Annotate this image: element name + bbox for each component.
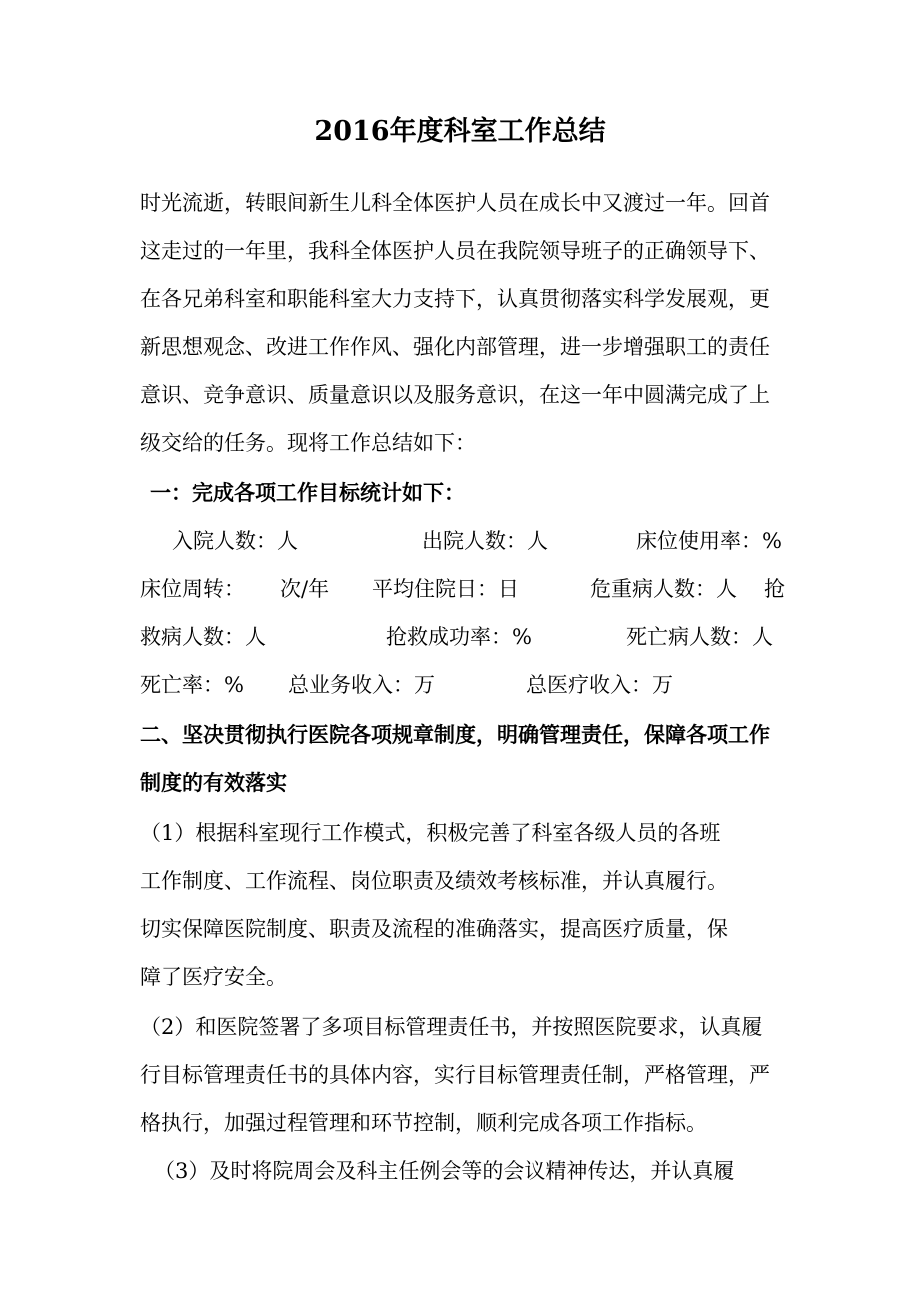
intro-line: 意识、竞争意识、质量意识以及服务意识，在这一年中圆满完成了上 bbox=[140, 383, 770, 407]
stat-avg-stay: 平均住院日：日 bbox=[372, 577, 519, 601]
section2-heading-line: 二、坚决贯彻执行医院各项规章制度，明确管理责任，保障各项工作 bbox=[140, 722, 770, 747]
stat-bed-usage-rate: 床位使用率：% bbox=[636, 529, 782, 553]
item2-line: 格执行，加强过程管理和环节控制，顺利完成各项工作指标。 bbox=[140, 1111, 707, 1135]
document-title: 2016年度科室工作总结 bbox=[314, 116, 606, 147]
intro-line: 新思想观念、改进工作作风、强化内部管理，进一步增强职工的责任 bbox=[140, 335, 770, 359]
stat-rescue-success-rate: 抢救成功率：% bbox=[386, 625, 532, 649]
item3-line: （3）及时将院周会及科主任例会等的会议精神传达，并认真履 bbox=[154, 1159, 735, 1183]
item1-line: 障了医疗安全。 bbox=[140, 965, 287, 989]
stat-rescue-prefix: 抢 bbox=[764, 577, 785, 601]
section1-heading: 一：完成各项工作目标统计如下： bbox=[150, 480, 465, 505]
stat-critical-patients: 危重病人数：人 bbox=[590, 577, 737, 601]
item1-line: 工作制度、工作流程、岗位职责及绩效考核标准，并认真履行。 bbox=[140, 869, 728, 893]
item1-line: 切实保障医院制度、职责及流程的准确落实，提高医疗质量，保 bbox=[140, 917, 728, 941]
intro-line: 级交给的任务。现将工作总结如下： bbox=[140, 431, 476, 455]
item2-line: 行目标管理责任书的具体内容，实行目标管理责任制，严格管理，严 bbox=[140, 1063, 770, 1087]
intro-line: 在各兄弟科室和职能科室大力支持下，认真贯彻落实科学发展观，更 bbox=[140, 287, 770, 311]
stat-total-medical-income: 总医疗收入：万 bbox=[526, 673, 673, 697]
item1-line: （1）根据科室现行工作模式，积极完善了科室各级人员的各班 bbox=[140, 821, 721, 845]
stats-row-4 bbox=[140, 670, 790, 700]
section2-heading-line: 制度的有效落实 bbox=[140, 770, 287, 795]
stat-mortality-rate: 死亡率：% bbox=[140, 673, 244, 697]
stat-bed-turnover-unit: 次/年 bbox=[280, 577, 330, 601]
stat-admissions: 入院人数：人 bbox=[172, 529, 298, 553]
intro-line: 时光流逝，转眼间新生儿科全体医护人员在成长中又渡过一年。回首 bbox=[140, 191, 770, 215]
intro-line: 这走过的一年里，我科全体医护人员在我院领导班子的正确领导下、 bbox=[140, 239, 770, 263]
stat-discharges: 出院人数：人 bbox=[422, 529, 548, 553]
stats-row-1 bbox=[140, 526, 790, 556]
stats-row-3 bbox=[140, 622, 790, 652]
stat-bed-turnover-label: 床位周转： bbox=[140, 577, 245, 601]
item2-line: （2）和医院签署了多项目标管理责任书，并按照医院要求，认真履 bbox=[140, 1015, 763, 1039]
stats-row-2 bbox=[140, 574, 790, 604]
stat-deaths: 死亡病人数：人 bbox=[626, 625, 773, 649]
stat-total-business-income: 总业务收入：万 bbox=[288, 673, 435, 697]
stat-rescue-patients: 救病人数：人 bbox=[140, 625, 266, 649]
